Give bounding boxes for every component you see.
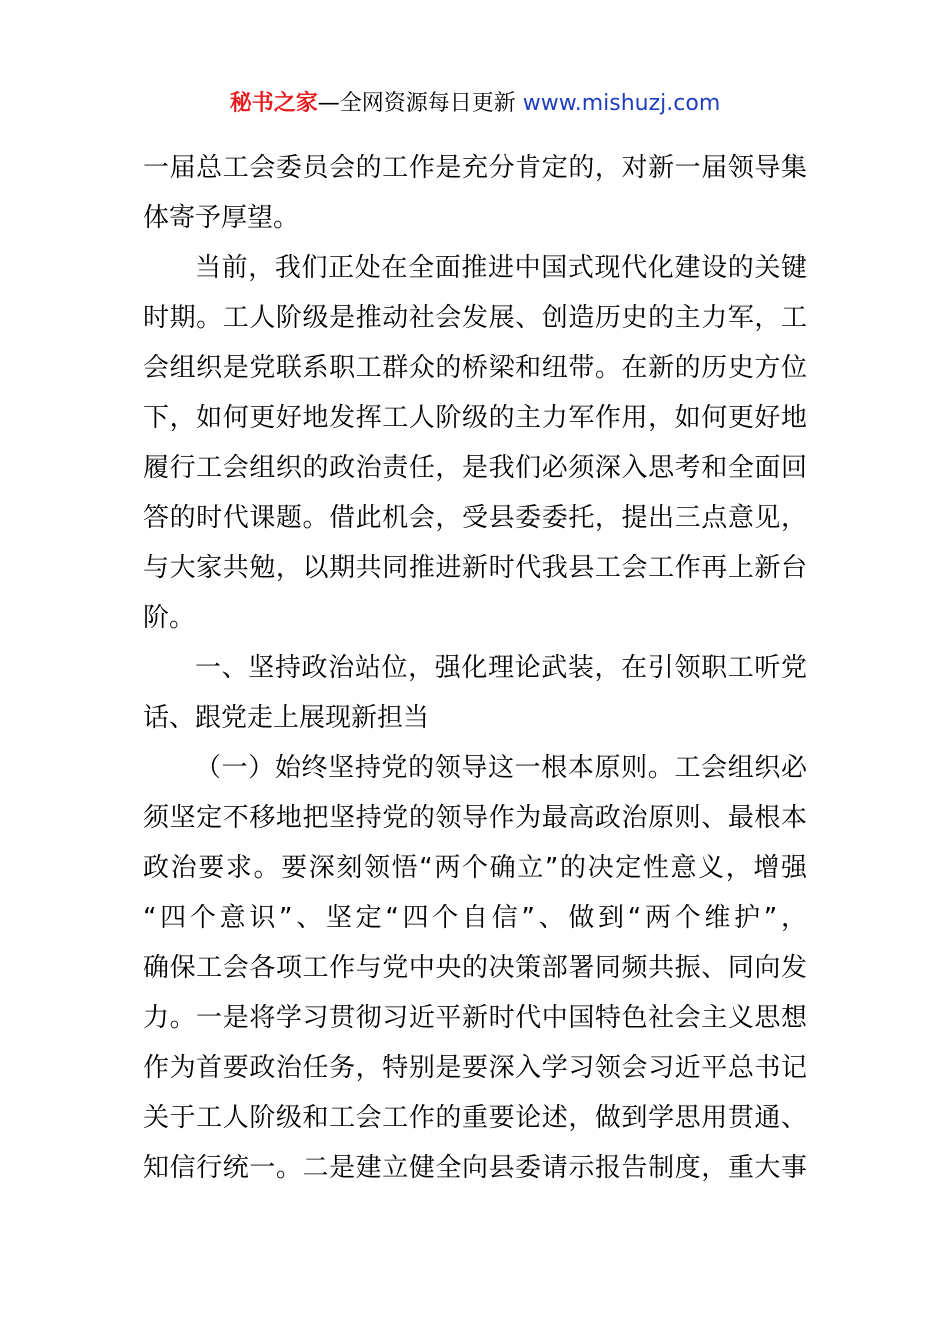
body-text-line: 关于工人阶级和工会工作的重要论述，做到学思用贯通、 bbox=[143, 1103, 807, 1133]
body-text-line: 话、跟党走上展现新担当 bbox=[143, 703, 430, 733]
body-text-line: 时期。工人阶级是推动社会发展、创造历史的主力军，工 bbox=[143, 303, 807, 333]
body-text-line: 政治要求。要深刻领悟“两个确立”的决定性意义，增强 bbox=[143, 853, 807, 883]
body-text-line: 答的时代课题。借此机会，受县委委托，提出三点意见， bbox=[143, 503, 807, 533]
page-header bbox=[0, 88, 950, 120]
body-text-line: “四个意识”、坚定“四个自信”、做到“两个维护”， bbox=[143, 903, 807, 933]
header-tagline: —全网资源每日更新 bbox=[317, 91, 516, 116]
body-text-line: 履行工会组织的政治责任，是我们必须深入思考和全面回 bbox=[143, 453, 807, 483]
header-brand: 秘书之家 bbox=[229, 91, 318, 116]
body-text-line: 一、坚持政治站位，强化理论武装，在引领职工听党 bbox=[195, 653, 807, 683]
body-text-line: 体寄予厚望。 bbox=[143, 203, 300, 233]
body-text-line: （一）始终坚持党的领导这一根本原则。工会组织必 bbox=[195, 753, 807, 783]
header-url-link[interactable]: www.mishuzj.com bbox=[522, 91, 721, 116]
body-text-line: 与大家共勉，以期共同推进新时代我县工会工作再上新台 bbox=[143, 553, 807, 583]
body-text-line: 阶。 bbox=[143, 603, 196, 633]
body-text-line: 确保工会各项工作与党中央的决策部署同频共振、同向发 bbox=[143, 953, 807, 983]
body-text-line: 一届总工会委员会的工作是充分肯定的，对新一届领导集 bbox=[143, 153, 807, 183]
body-text-line: 力。一是将学习贯彻习近平新时代中国特色社会主义思想 bbox=[143, 1003, 807, 1033]
body-text-line: 会组织是党联系职工群众的桥梁和纽带。在新的历史方位 bbox=[143, 353, 807, 383]
body-text-line: 知信行统一。二是建立健全向县委请示报告制度，重大事 bbox=[143, 1153, 807, 1183]
body-text-line: 作为首要政治任务，特别是要深入学习领会习近平总书记 bbox=[143, 1053, 807, 1083]
body-text-line: 须坚定不移地把坚持党的领导作为最高政治原则、最根本 bbox=[143, 803, 807, 833]
document-body bbox=[143, 150, 807, 1200]
body-text-line: 当前，我们正处在全面推进中国式现代化建设的关键 bbox=[195, 253, 807, 283]
body-text-line: 下，如何更好地发挥工人阶级的主力军作用，如何更好地 bbox=[143, 403, 807, 433]
